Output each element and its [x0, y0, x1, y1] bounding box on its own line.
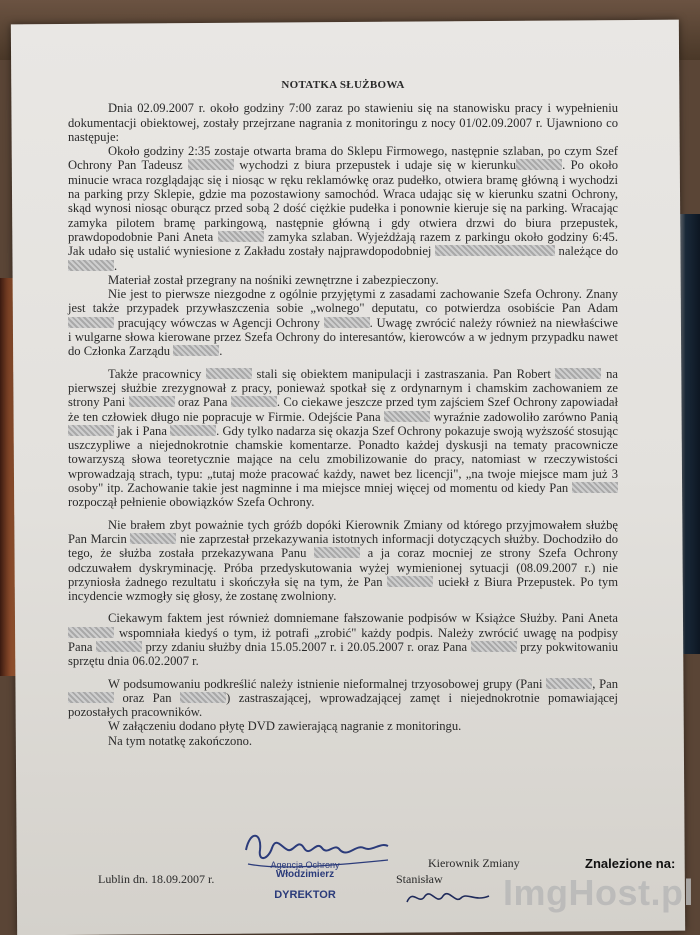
- paragraph: [68, 734, 618, 748]
- paragraph: [68, 611, 618, 668]
- paragraph-text: Materiał został przegrany na nośniki zewnętrzne i zabezpieczony.: [108, 272, 439, 287]
- paragraph-text: wyraźnie zadowoliło zarówno Panią: [430, 409, 618, 424]
- paragraph-text: wychodzi z biura przepustek i udaje się w kierunku: [233, 158, 517, 173]
- paragraph-text: Nie brałem zbyt poważnie tych gróźb dopóki Kierownik Zmiany od którego przyjmowałem służbę Pan Marcin: [68, 517, 618, 546]
- paragraph: [68, 273, 618, 287]
- redacted-name: [96, 641, 142, 652]
- redacted-name: [130, 533, 176, 544]
- paragraph-text: uciekł z Biura Przepustek. Po tym incydencie wzmogły się głosy, że zostanę zwolniony.: [68, 574, 619, 604]
- watermark-label: Znalezione na:: [585, 856, 676, 871]
- paragraph-text: . Co ciekawe jeszcze przed tym zajściem Szef Ochrony zapowiadał że ten człowiek długo nie popracuje w Firmie. Odejście Pana: [68, 395, 618, 424]
- paragraph-text: ) zastraszającej, wprowadzającej zamęt i niejednokrotnie pomawiającej pozostałych pracowników.: [68, 690, 618, 720]
- redacted-name: [218, 231, 264, 242]
- redacted-name: [68, 317, 114, 328]
- paragraph-text: Dnia 02.09.2007 r. około godziny 7:00 zaraz po stawieniu się na stanowisku pracy i wypełnieniu dokumentacji obiektowej, zostały przejrzane nagrania z monitoringu z nocy 01/02.09.2007 r. Ujawniono co następuje:: [68, 101, 618, 144]
- paragraph: [68, 677, 618, 720]
- paragraph: [68, 101, 618, 144]
- place-date: Lublin dn. 18.09.2007 r.: [98, 872, 215, 886]
- redacted-name: [555, 368, 601, 379]
- paragraph-text: , Pan: [592, 676, 618, 691]
- paragraph-text: należące do: [554, 244, 618, 259]
- paragraph-text: pracujący wówczas w Agencji Ochrony: [114, 315, 324, 330]
- redacted-name: [180, 692, 226, 703]
- paragraph: [68, 518, 618, 604]
- paragraph-text: W załączeniu dodano płytę DVD zawierającą nagranie z monitoringu.: [108, 719, 462, 734]
- redacted-name: [546, 678, 592, 689]
- paragraph: [68, 719, 618, 733]
- redacted-name: [471, 641, 517, 652]
- paragraph-text: . Uwagę zwrócić należy również na niewłaściwe i wulgarne słowa kierowane przez Szefa Ochrony do interesantów, kierowców a w jednym przypadku nawet do Członka Zarządu: [68, 315, 618, 359]
- paragraph: [68, 144, 618, 273]
- paragraph: [68, 287, 618, 358]
- redacted-name: [231, 396, 277, 407]
- paragraph-text: przy zdaniu służby dnia 15.05.2007 r. i 20.05.2007 r. oraz Pana: [141, 639, 471, 654]
- redacted-name: [314, 547, 360, 558]
- redacted-name: [387, 576, 433, 587]
- redacted-name: [206, 368, 252, 379]
- paragraph-text: Około godziny 2:35 zostaje otwarta brama do Sklepu Firmowego, następnie szlaban, po czym Szef Ochrony Pan Tadeusz: [68, 144, 618, 173]
- paragraph-text: Na tym notatkę zakończono.: [108, 733, 253, 748]
- paragraph-text: . Gdy tylko nadarza się okazja Szef Ochrony pokazuje swoją wyższość stosując uszczypliwe a niejednokrotnie chamskie komentarze. Ponadto każdej dyskusji na tematy pracownicze towarzyszą słowa teoretycznie mające na celu zmobilizowanie do pracy, natomiast w rzeczywistości wprowadzają strach, typu: „tutaj może pracować każdy, nawet bez licencji", „na twoje miejsce mam już 3 osoby" itp. Zachowanie takie jest nagminne i ma miejsce mniej więcej od momentu od kiedy Pan: [68, 423, 618, 496]
- paragraph-text: wspomniała kiedyś o tym, iż potrafi „zrobić" każdy podpis. Należy zwrócić uwagę na podpisy Pana: [68, 625, 618, 654]
- paragraph-text: .: [114, 258, 118, 273]
- redacted-name: [435, 245, 555, 256]
- watermark-logo: ImgHost.pl: [503, 872, 694, 913]
- redacted-name: [324, 317, 370, 328]
- redacted-name: [188, 159, 234, 170]
- redacted-name: [68, 425, 114, 436]
- paragraph-text: na pierwszej służbie zrezygnował z pracy, ponieważ spotkał się z ordynarnym i chamskim zachowaniem ze strony Pani: [68, 366, 618, 410]
- signatory-role: Kierownik Zmiany: [428, 856, 520, 870]
- document-paragraphs: [68, 101, 618, 748]
- stamp-line2: Włodzimierz: [275, 869, 335, 880]
- paragraph-text: Ciekawym faktem jest również domniemane fałszowanie podpisów w Książce Służby. Pani Aneta: [108, 611, 618, 626]
- redacted-name: [68, 692, 114, 703]
- document-body: [68, 78, 618, 748]
- paragraph-text: Nie jest to pierwsze niezgodne z ogólnie przyjętymi z zasadami zachowanie Szefa Ochrony. Znany jest także przypadek przywłaszczenia sobie „wolnego" deputatu, co potwierdza osobiście Pan Adam: [68, 287, 618, 316]
- paragraph-text: zamyka szlaban. Wyjeżdżają razem z parkingu około godziny 6:45. Jak udało się ustalić wyniesione z Zakładu zostały najprawdopodobniej: [68, 229, 618, 259]
- paragraph-text: przy pokwitowaniu sprzętu dnia 06.02.2007 r.: [68, 639, 618, 669]
- paragraph-text: a ja coraz mocniej ze strony Szefa Ochrony odczuwałem dyskryminację. Próba przedyskutowania wyżej wymienionej sytuacji (08.09.2007 r.) nie przyniosła żadnego rezultatu i skończyła się na tym, że Pan: [68, 546, 618, 589]
- redacted-name: [68, 627, 114, 638]
- redacted-name: [384, 411, 430, 422]
- paragraph: [68, 367, 618, 510]
- redacted-name: [68, 260, 114, 271]
- paragraph-text: stali się obiektem manipulacji i zastraszania. Pan Robert: [251, 366, 556, 381]
- signatory-name: Stanisław: [396, 872, 443, 886]
- redacted-name: [516, 159, 562, 170]
- paragraph-text: . Po około minucie wraca rozglądając się i niosąc w ręku reklamówkę oraz pudełko, otwiera bramę główną i wychodzi na parking przy Sklepie, gdzie ma pozostawiony samochód. Wraca udając się w kierunku szatni Ochrony, skąd wynosi niosąc oburącz przed sobą 2 dość ciężkie pudełka i ponownie kieruje się na parking. Wracając zamyka pilotem bramę parkingową, następnie główną i gdy otwiera drzwi do biura przepustek, prawdopodobnie Pani Aneta: [68, 158, 619, 244]
- redacted-name: [170, 425, 216, 436]
- redacted-name: [173, 345, 219, 356]
- paragraph-text: oraz Pan: [114, 690, 181, 705]
- paragraph-text: rozpoczął pełnienie obowiązków Szefa Ochrony.: [68, 495, 315, 510]
- paragraph-text: nie zaprzestał przekazywania istotnych informacji dotyczących służby. Dochodziło do tego, że służba została przekazywana Panu: [68, 531, 618, 561]
- document-title: NOTATKA SŁUŻBOWA: [281, 79, 405, 91]
- stamp-line1: Agencja Ochrony: [270, 860, 340, 870]
- official-stamp: [250, 860, 360, 910]
- paragraph-text: .: [219, 344, 223, 359]
- redacted-name: [129, 396, 175, 407]
- paragraph-text: W podsumowaniu podkreślić należy istnienie nieformalnej trzyosobowej grupy (Pani: [108, 676, 547, 691]
- redacted-name: [572, 482, 618, 493]
- paragraph-text: jak i Pana: [114, 423, 171, 438]
- paragraph-text: Także pracownicy: [108, 366, 206, 381]
- stamp-line3: DYREKTOR: [274, 889, 336, 901]
- paragraph-text: oraz Pana: [174, 395, 231, 410]
